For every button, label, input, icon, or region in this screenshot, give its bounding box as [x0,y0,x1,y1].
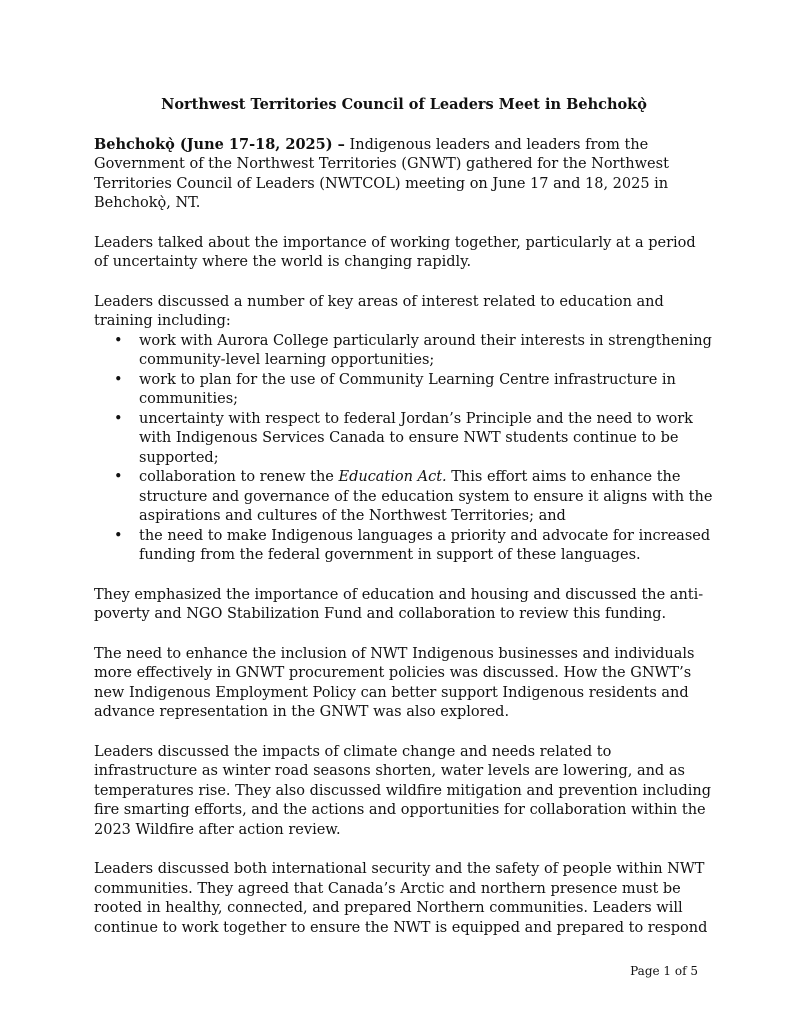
education-list [94,332,714,566]
list-item [114,332,714,371]
paragraph-climate: Leaders discussed the impacts of climate change and needs related to infrastructure as winter road seasons shorten, water levels are lowering, and as temperatures rise. They also discussed wildfire mitigation and prevention including fire smarting efforts, and the actions and opportunities for collaboration within the 2023 Wildfire after action review. [94,743,711,838]
bullet-icon: • [114,527,123,544]
dateline: Behchokǫ̀ (June 17-18, 2025) – [94,135,345,153]
page-title: Northwest Territories Council of Leaders Meet in Behchokǫ̀ [161,96,647,113]
intro-paragraph [94,135,714,214]
page-number: Page 1 of 5 [630,964,698,978]
paragraph-security: Leaders discussed both international security and the safety of people within NWT communities. They agreed that Canada’s Arctic and northern presence must be rooted in healthy, connected, and prepared Northern communities. Leaders will continue to work together to ensure the NWT is equipped and prepared to respond [94,861,708,936]
paragraph-education-housing: They emphasized the importance of education and housing and discussed the anti-poverty and NGO Stabilization Fund and collaboration to review this funding. [94,586,704,622]
list-item [114,410,714,469]
document-page [94,95,714,958]
bullet-icon: • [114,371,123,388]
list-item-text: collaboration to renew the [139,469,339,485]
paragraph-procurement: The need to enhance the inclusion of NWT Indigenous businesses and individuals more effectively in GNWT procurement policies was discussed. How the GNWT’s new Indigenous Employment Policy can better support Indigenous residents and advance representation in the GNWT was also explored. [94,645,695,720]
education-act-title: Education Act. [338,469,447,485]
bullet-icon: • [114,469,123,485]
education-lead: Leaders discussed a number of key areas of interest related to education and training including: [94,293,664,329]
list-item-text: the need to make Indigenous languages a priority and advocate for increased funding from the federal government in support of these languages. [139,527,711,563]
intro-text: Indigenous leaders and leaders from the Government of the Northwest Territories (GNWT) gathered for the Northwest Territories Council of Leaders (NWTCOL) meeting on June 17 and 18, 2025 in Behchokǫ̀, NT. [94,136,669,211]
list-item-text: work to plan for the use of Community Learning Centre infrastructure in communities; [139,371,676,407]
bullet-icon: • [114,410,123,427]
list-item [114,468,714,527]
list-item [114,527,714,566]
list-item-text: This effort aims to enhance the structure and governance of the education system to ensure it aligns with the aspirations and cultures of the Northwest Territories; and [139,469,713,524]
bullet-icon: • [114,332,123,349]
list-item [114,371,714,410]
paragraph-working-together: Leaders talked about the importance of working together, particularly at a period of uncertainty where the world is changing rapidly. [94,234,696,270]
list-item-text: work with Aurora College particularly around their interests in strengthening community-level learning opportunities; [139,332,712,368]
list-item-text: uncertainty with respect to federal Jordan’s Principle and the need to work with Indigenous Services Canada to ensure NWT students continue to be supported; [139,410,693,466]
